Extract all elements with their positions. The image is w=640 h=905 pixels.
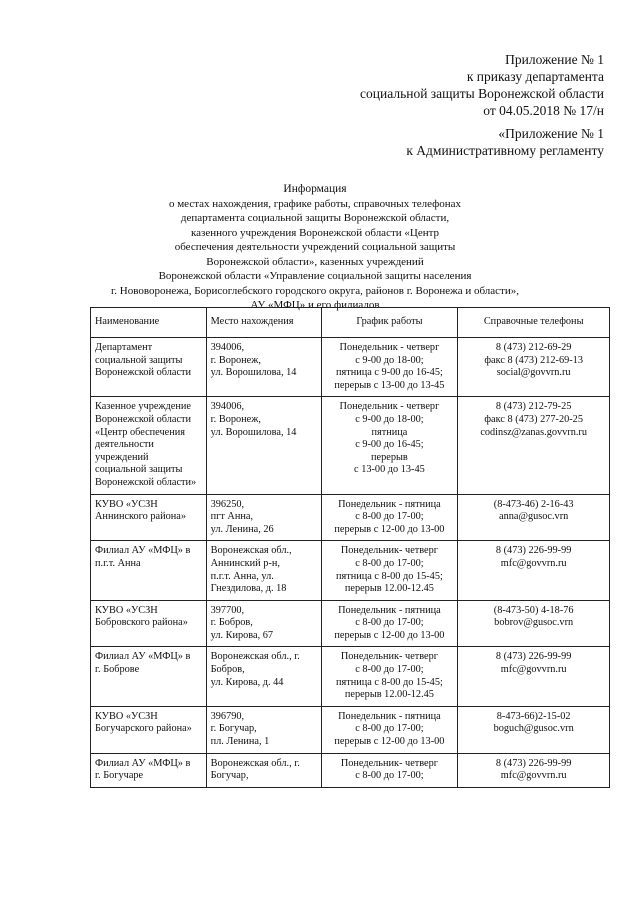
cell-name-line: Богучарского района» <box>95 723 192 735</box>
cell-location-line: г. Воронеж, <box>210 354 261 366</box>
cell-schedule-line: пятница <box>371 426 408 438</box>
appendix-reference <box>406 125 604 159</box>
cell-schedule-line: пятница с 9-00 до 16-45; <box>335 367 443 379</box>
header-phones: Справочные телефоны <box>458 308 610 338</box>
cell-schedule-line: с 9-00 до 18-00; <box>355 354 424 366</box>
cell-schedule-line: с 8-00 до 17-00; <box>355 770 424 782</box>
cell-name-line: КУВО «УСЗН <box>95 604 158 616</box>
cell-name-line: Департамент <box>95 342 153 353</box>
cell-phones-line[interactable]: mfc@govvrn.ru <box>500 664 567 676</box>
cell-phones-line: (8-473-50) 4-18-76 <box>493 604 574 616</box>
cell-phones-line: (8-473-46) 2-16-43 <box>493 498 574 510</box>
cell-phones-line[interactable]: bobrov@gusoc.vrn <box>494 617 574 629</box>
cell-location-line: Воронежская обл., <box>210 545 292 557</box>
appendix-header <box>360 51 604 119</box>
cell-phones-line[interactable]: codinsz@zanas.govvrn.ru <box>480 426 588 438</box>
cell-name-line: деятельности <box>95 439 154 451</box>
cell-name <box>91 494 207 541</box>
cell-location-line: Воронежская обл., г. <box>210 651 300 663</box>
cell-schedule-line: с 8-00 до 17-00; <box>355 664 424 676</box>
cell-name-line: КУВО «УСЗН <box>95 498 158 510</box>
cell-name-line: г. Боброве <box>95 664 140 676</box>
cell-schedule <box>321 494 458 541</box>
cell-schedule <box>321 541 458 600</box>
cell-schedule-line: Понедельник - четверг <box>339 342 440 353</box>
cell-schedule-line: Понедельник - пятница <box>338 710 441 722</box>
offices-table <box>90 307 610 788</box>
info-line: департамента социальной защиты Воронежской области, <box>180 212 450 224</box>
cell-location <box>206 541 321 600</box>
cell-phones-line: факс 8 (473) 277-20-25 <box>484 413 583 425</box>
header-name: Наименование <box>91 308 207 338</box>
cell-schedule <box>321 397 458 494</box>
cell-phones <box>458 706 610 753</box>
cell-name <box>91 647 207 706</box>
cell-name-line: социальной защиты <box>95 464 183 476</box>
cell-name-line: Воронежской области <box>95 367 192 379</box>
cell-schedule-line: с 9-00 до 16-45; <box>355 439 424 451</box>
cell-phones-line: 8 (473) 226-99-99 <box>495 651 572 663</box>
info-line: АУ «МФЦ» и его филиалов <box>250 299 380 311</box>
cell-name-line: Аннинского района» <box>95 511 186 523</box>
table-header-row <box>91 308 610 338</box>
cell-phones-line[interactable]: boguch@gusoc.vrn <box>493 723 574 735</box>
cell-name <box>91 600 207 647</box>
cell-schedule-line: перерыв с 12-00 до 13-00 <box>334 523 445 535</box>
cell-phones <box>458 600 610 647</box>
cell-location-line: 394006, <box>210 401 245 413</box>
cell-phones-line[interactable]: anna@gusoc.vrn <box>499 511 569 523</box>
cell-schedule-line: Понедельник - четверг <box>339 401 440 413</box>
cell-schedule-line: Понедельник - пятница <box>338 604 441 616</box>
cell-location-line: Бобров, <box>210 664 245 676</box>
cell-location-line: 397700, <box>210 604 245 616</box>
cell-location-line: Воронежская обл., г. <box>210 757 300 769</box>
cell-schedule-line: с 8-00 до 17-00; <box>355 723 424 735</box>
info-line: о местах нахождения, графике работы, справочных телефонах <box>168 197 462 210</box>
cell-schedule-line: с 8-00 до 17-00; <box>355 511 424 523</box>
cell-location-line: Аннинский р-н, <box>210 557 280 569</box>
cell-phones-line[interactable]: mfc@govvrn.ru <box>500 557 567 569</box>
cell-name-line: Воронежской области <box>95 413 192 425</box>
cell-location-line: 396790, <box>210 710 245 722</box>
cell-name-line: Воронежской области» <box>95 476 197 488</box>
cell-schedule-line: с 8-00 до 17-00; <box>355 557 424 569</box>
cell-location-line: пгт Анна, <box>210 511 254 523</box>
cell-location-line: Гнездилова, д. 18 <box>210 583 287 595</box>
cell-location <box>206 647 321 706</box>
cell-schedule <box>321 706 458 753</box>
cell-name-line: Казенное учреждение <box>95 401 191 413</box>
cell-location-line: ул. Кирова, 67 <box>210 629 274 641</box>
cell-name-line: учреждений <box>95 451 149 463</box>
cell-location-line: Богучар, <box>210 770 249 782</box>
cell-name-line: Филиал АУ «МФЦ» в <box>95 651 191 663</box>
cell-location-line: ул. Кирова, д. 44 <box>210 676 284 688</box>
cell-name <box>91 706 207 753</box>
cell-location-line: п.г.т. Анна, ул. <box>210 570 274 582</box>
cell-phones-line: 8-473-66)2-15-02 <box>496 710 571 722</box>
header-schedule: График работы <box>321 308 458 338</box>
table-row <box>91 600 610 647</box>
cell-location <box>206 338 321 397</box>
cell-schedule-line: перерыв с 12-00 до 13-00 <box>334 736 445 748</box>
cell-phones-line: 8 (473) 226-99-99 <box>495 757 572 769</box>
cell-schedule-line: перерыв с 13-00 до 13-45 <box>334 379 445 391</box>
header-location: Место нахождения <box>206 308 321 338</box>
cell-location-line: ул. Ворошилова, 14 <box>210 367 297 379</box>
cell-phones-line: 8 (473) 226-99-99 <box>495 545 572 557</box>
appendix-reference-line: к Административному регламенту <box>406 143 604 158</box>
appendix-line: от 04.05.2018 № 17/н <box>483 103 604 118</box>
cell-schedule-line: перерыв 12.00-12.45 <box>344 689 434 701</box>
cell-schedule-line: перерыв <box>371 451 408 463</box>
cell-schedule-line: Понедельник- четверг <box>340 757 439 769</box>
cell-location-line: 396250, <box>210 498 245 510</box>
info-line: обеспечения деятельности учреждений социальной защиты <box>174 241 456 253</box>
cell-name <box>91 338 207 397</box>
cell-location-line: г. Воронеж, <box>210 413 261 425</box>
cell-phones-line[interactable]: mfc@govvrn.ru <box>500 770 567 782</box>
cell-location-line: г. Богучар, <box>210 723 257 735</box>
info-line: г. Нововоронежа, Борисоглебского городского округа, районов г. Воронежа и области», <box>111 284 519 297</box>
table-row <box>91 397 610 494</box>
cell-name-line: «Центр обеспечения <box>95 426 185 438</box>
cell-schedule-line: с 13-00 до 13-45 <box>354 464 425 476</box>
cell-phones-line: 8 (473) 212-79-25 <box>495 401 572 413</box>
cell-name <box>91 397 207 494</box>
cell-schedule <box>321 338 458 397</box>
cell-phones <box>458 753 610 787</box>
cell-phones <box>458 397 610 494</box>
cell-schedule <box>321 647 458 706</box>
cell-phones <box>458 541 610 600</box>
cell-location-line: 394006, <box>210 342 245 353</box>
appendix-line: социальной защиты Воронежской области <box>360 86 604 101</box>
cell-name-line: КУВО «УСЗН <box>95 710 158 722</box>
info-heading <box>90 182 540 313</box>
table-row <box>91 753 610 787</box>
cell-phones <box>458 338 610 397</box>
cell-phones-line: 8 (473) 212-69-29 <box>495 342 572 353</box>
table-row <box>91 541 610 600</box>
cell-schedule-line: Понедельник- четверг <box>340 651 439 663</box>
cell-phones-line[interactable]: social@govvrn.ru <box>496 367 571 379</box>
cell-name <box>91 753 207 787</box>
cell-schedule-line: перерыв 12.00-12.45 <box>344 583 434 595</box>
cell-schedule-line: с 8-00 до 17-00; <box>355 617 424 629</box>
cell-phones-line: факс 8 (473) 212-69-13 <box>484 354 583 366</box>
cell-schedule-line: пятница с 8-00 до 15-45; <box>335 676 443 688</box>
cell-schedule-line: с 9-00 до 18-00; <box>355 413 424 425</box>
cell-location <box>206 753 321 787</box>
appendix-line: Приложение № 1 <box>505 52 604 67</box>
cell-location-line: ул. Ворошилова, 14 <box>210 426 297 438</box>
cell-schedule <box>321 753 458 787</box>
cell-schedule-line: Понедельник- четверг <box>340 545 439 557</box>
cell-schedule-line: перерыв с 12-00 до 13-00 <box>334 629 445 641</box>
cell-phones <box>458 494 610 541</box>
table-row <box>91 338 610 397</box>
cell-schedule-line: Понедельник - пятница <box>338 498 441 510</box>
cell-location-line: ул. Ленина, 26 <box>210 523 274 535</box>
info-line: казенного учреждения Воронежской области «Центр <box>190 226 440 239</box>
cell-location <box>206 494 321 541</box>
table-row <box>91 647 610 706</box>
table-body <box>91 338 610 788</box>
cell-phones <box>458 647 610 706</box>
cell-name-line: п.г.т. Анна <box>95 557 141 569</box>
cell-name-line: Филиал АУ «МФЦ» в <box>95 545 191 557</box>
table-row <box>91 706 610 753</box>
cell-name-line: Филиал АУ «МФЦ» в <box>95 757 191 769</box>
cell-name-line: г. Богучаре <box>95 770 144 782</box>
cell-location <box>206 397 321 494</box>
cell-location <box>206 706 321 753</box>
appendix-line: к приказу департамента <box>466 69 604 84</box>
cell-schedule-line: пятница с 8-00 до 15-45; <box>335 570 443 582</box>
cell-location-line: г. Бобров, <box>210 617 253 629</box>
cell-name-line: Бобровского района» <box>95 617 188 629</box>
cell-schedule <box>321 600 458 647</box>
cell-name <box>91 541 207 600</box>
table-row <box>91 494 610 541</box>
cell-name-line: социальной защиты <box>95 354 183 366</box>
cell-location <box>206 600 321 647</box>
info-title: Информация <box>283 183 347 195</box>
appendix-reference-line: «Приложение № 1 <box>498 126 604 141</box>
info-line: Воронежской области», казенных учреждений <box>206 255 424 268</box>
info-line: Воронежской области «Управление социальной защиты населения <box>158 270 472 282</box>
cell-location-line: пл. Ленина, 1 <box>210 736 270 748</box>
